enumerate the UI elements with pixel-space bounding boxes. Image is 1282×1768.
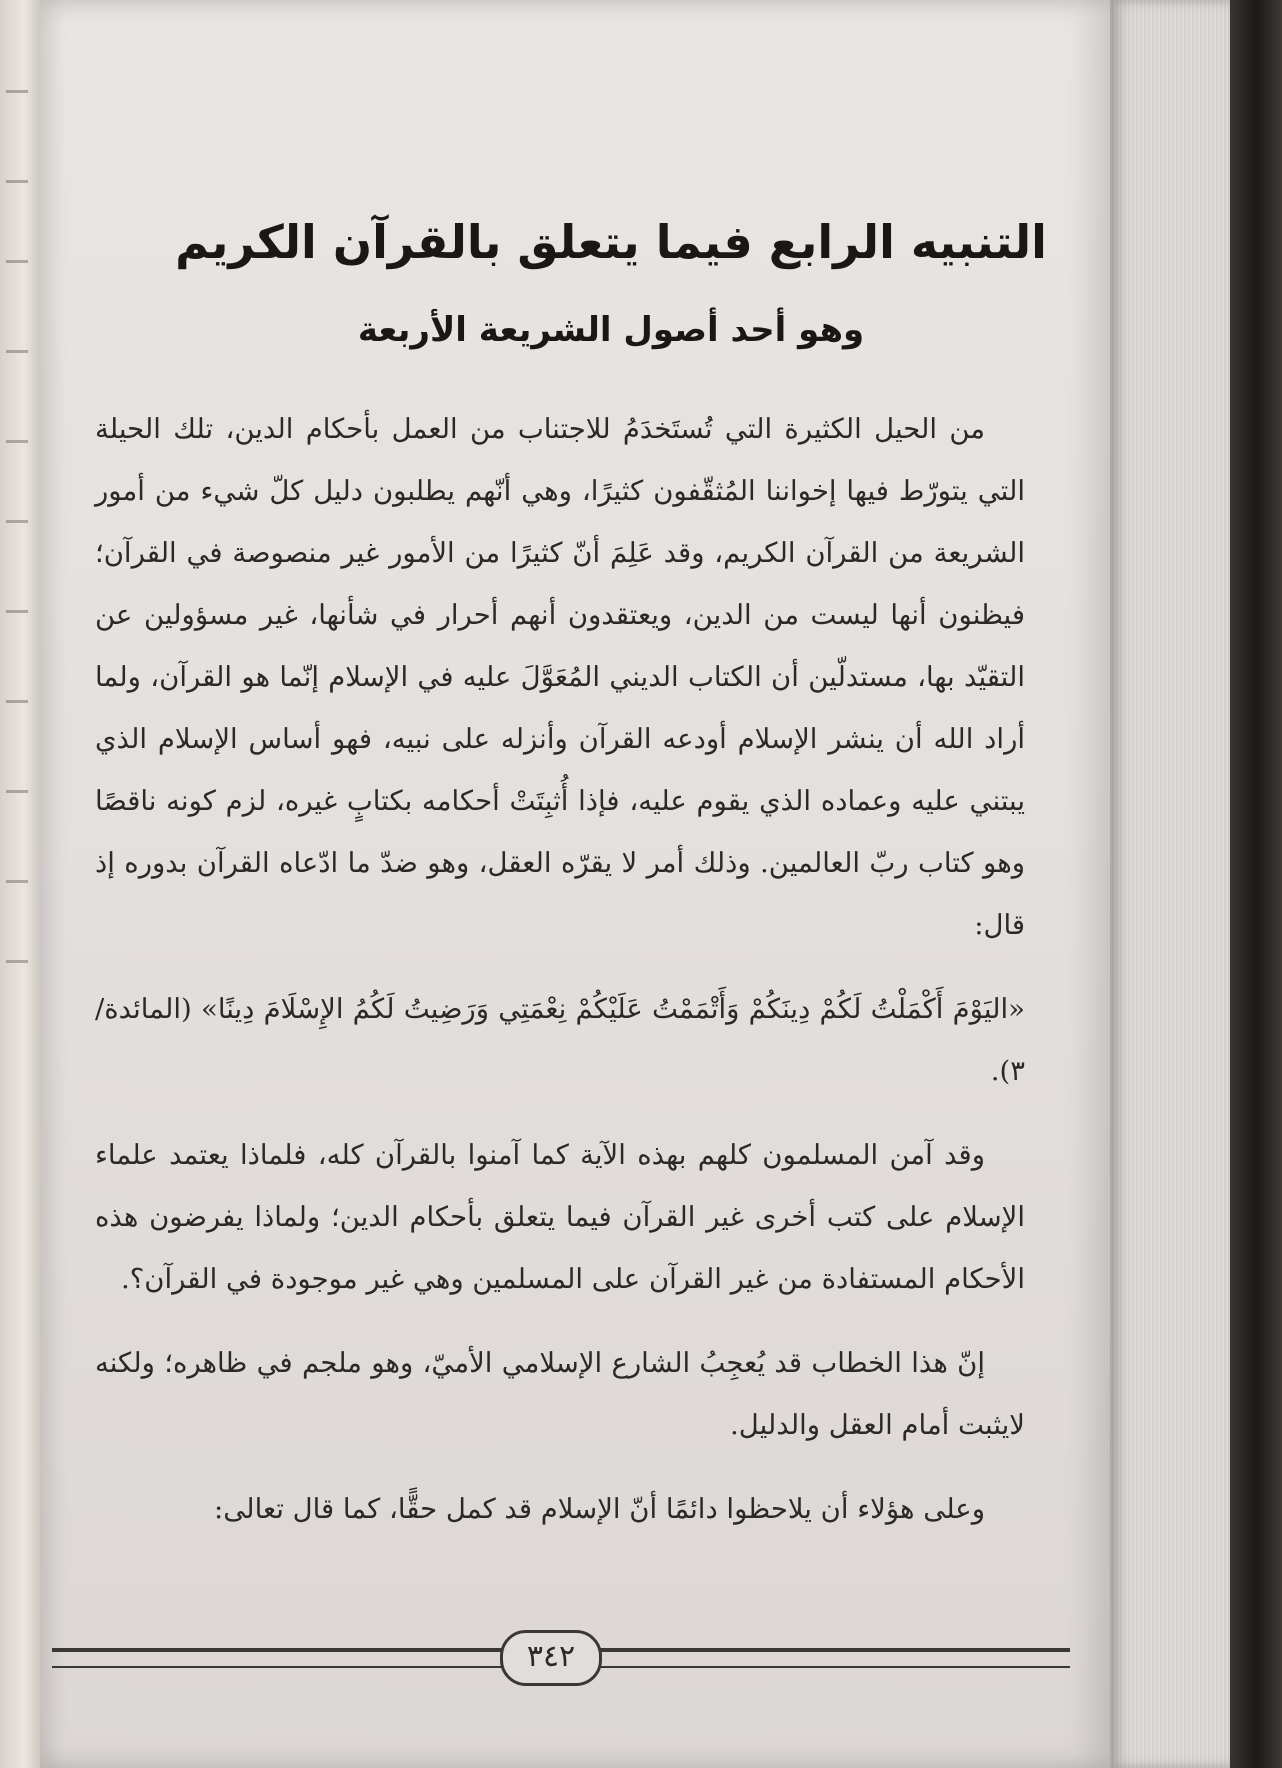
quran-verse: «اليَوْمَ أَكْمَلْتُ لَكُمْ دِينَكُمْ وَأَتْمَمْتُ عَلَيْكُمْ نِعْمَتِي وَرَضِيتُ لَكُمُ الإِسْلَامَ دِينًا» (المائدة/٣).	[95, 993, 1025, 1087]
body-text	[95, 398, 1025, 1562]
paragraph: وقد آمن المسلمون كلهم بهذه الآية كما آمنوا بالقرآن كله، فلماذا يعتمد علماء الإسلام على كتب أخرى غير القرآن فيما يتعلق بأحكام الدين؛ ولماذا يفرضون هذه الأحكام المستفادة من غير القرآن على المسلمين وهي غير موجودة في القرآن؟.	[95, 1139, 1025, 1295]
paragraph: إنّ هذا الخطاب قد يُعجِبُ الشارع الإسلامي الأميّ، وهو ملجم في ظاهره؛ ولكنه لايثبت أمام العقل والدليل.	[95, 1347, 1025, 1441]
paragraph: من الحيل الكثيرة التي تُستَخدَمُ للاجتناب من العمل بأحكام الدين، تلك الحيلة التي يتورّط فيها إخواننا المُثقّفون كثيرًا، وهي أنّهم يطلبون دليل كلّ شيء من أمور الشريعة من القرآن الكريم، وقد عَلِمَ أنّ كثيرًا من الأمور غير منصوصة في القرآن؛ فيظنون أنها ليست من الدين، ويعتقدون أنهم أحرار في شأنها، غير مسؤولين عن التقيّد بها، مستدلّين أن الكتاب الديني المُعَوَّلَ عليه في الإسلام إنّما هو القرآن، ولما أراد الله أن ينشر الإسلام أودعه القرآن وأنزله على نبيه، فهو أساس الإسلام الذي يبتني عليه وعماده الذي يقوم عليه، فإذا أُثبِتَتْ أحكامه بكتابٍ غيره، لزم كونه ناقصًا وهو كتاب ربّ العالمين. وذلك أمر لا يقرّه العقل، وهو ضدّ ما ادّعاه القرآن بدوره إذ قال:	[95, 413, 1025, 941]
page-subtitle: وهو أحد أصول الشريعة الأربعة	[357, 310, 865, 350]
paragraph: وعلى هؤلاء أن يلاحظوا دائمًا أنّ الإسلام قد كمل حقًّا، كما قال تعالى:	[214, 1493, 985, 1525]
book-cover-edge	[1230, 0, 1282, 1768]
page-title: التنبيه الرابع فيما يتعلق بالقرآن الكريم	[175, 215, 1047, 269]
previous-page-edge	[0, 0, 42, 1768]
page-number: ٣٤٢	[500, 1630, 602, 1686]
